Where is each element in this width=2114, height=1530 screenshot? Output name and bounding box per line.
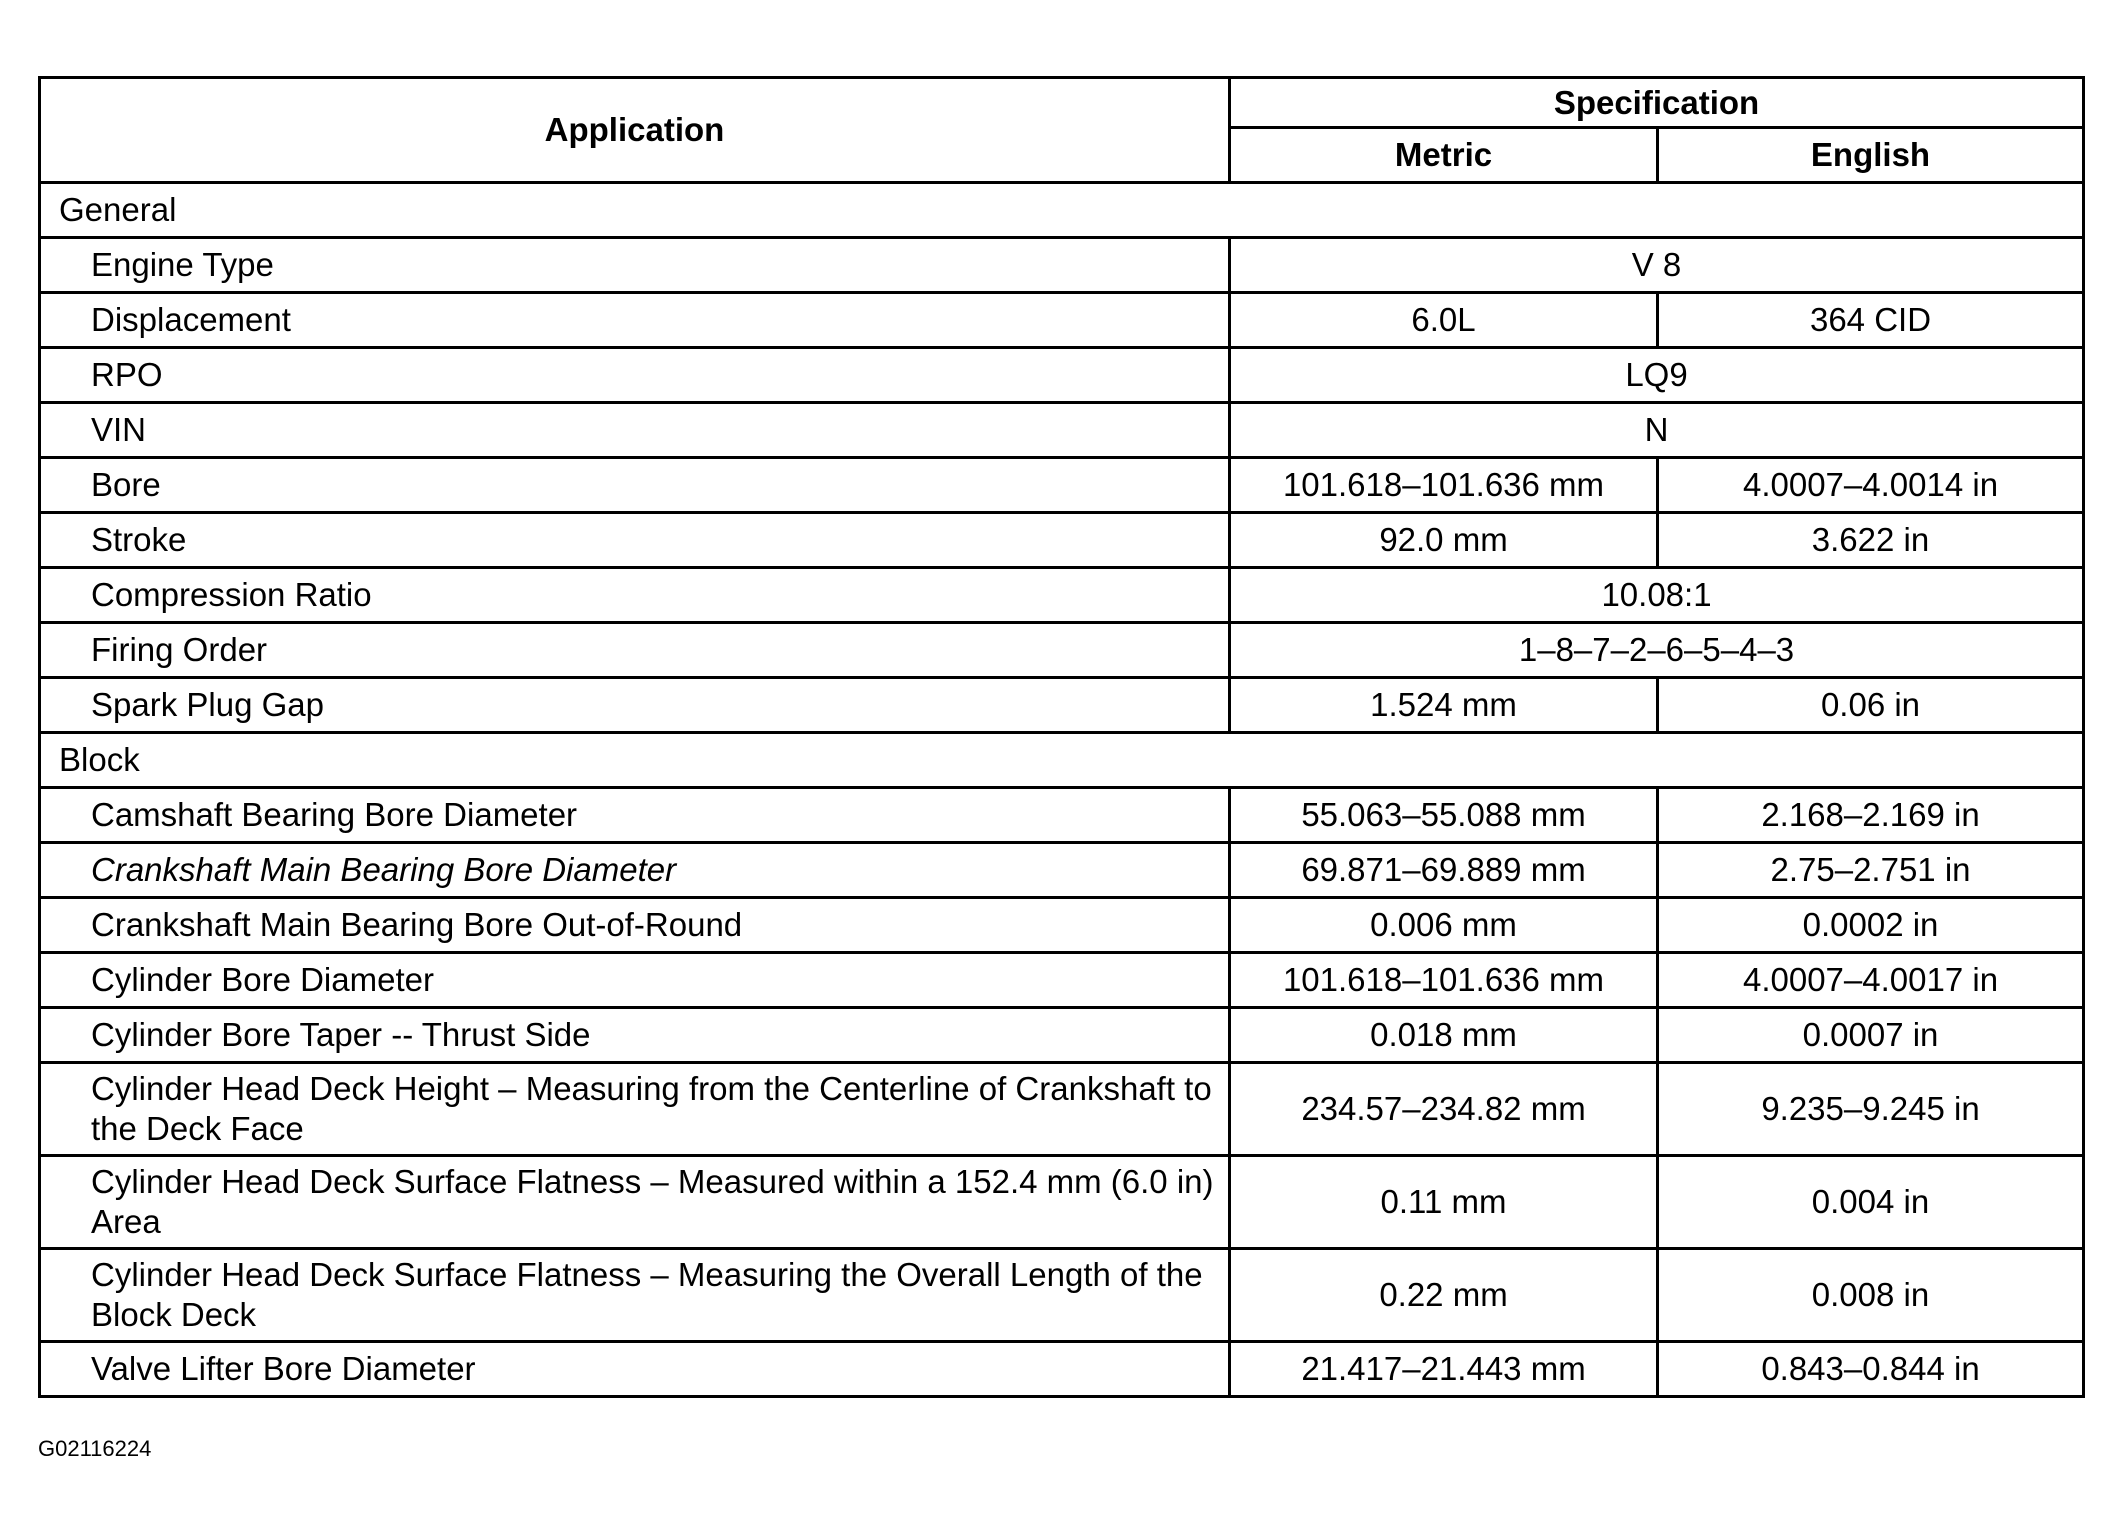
- combined-value-cell: N: [1230, 403, 2084, 458]
- combined-value-cell: V 8: [1230, 238, 2084, 293]
- metric-value-cell: 0.018 mm: [1230, 1008, 1658, 1063]
- english-header: English: [1658, 128, 2084, 183]
- english-value-cell: 9.235–9.245 in: [1658, 1063, 2084, 1156]
- application-cell: Displacement: [40, 293, 1230, 348]
- application-cell: Cylinder Head Deck Height – Measuring from the Centerline of Crankshaft to the Deck Face: [40, 1063, 1230, 1156]
- application-cell: Valve Lifter Bore Diameter: [40, 1342, 1230, 1397]
- section-title: Block: [40, 733, 2084, 788]
- engine-spec-table: [38, 76, 2085, 1398]
- table-row: [40, 1156, 2084, 1249]
- metric-value-cell: 55.063–55.088 mm: [1230, 788, 1658, 843]
- table-row: [40, 1249, 2084, 1342]
- table-row: [40, 898, 2084, 953]
- table-row: [40, 788, 2084, 843]
- metric-value-cell: 0.22 mm: [1230, 1249, 1658, 1342]
- table-row: [40, 843, 2084, 898]
- figure-id: G02116224: [38, 1436, 152, 1461]
- application-cell: VIN: [40, 403, 1230, 458]
- metric-value-cell: 1.524 mm: [1230, 678, 1658, 733]
- application-cell: Firing Order: [40, 623, 1230, 678]
- metric-header: Metric: [1230, 128, 1658, 183]
- table-row: [40, 953, 2084, 1008]
- english-value-cell: 0.008 in: [1658, 1249, 2084, 1342]
- english-value-cell: 0.843–0.844 in: [1658, 1342, 2084, 1397]
- application-cell: Camshaft Bearing Bore Diameter: [40, 788, 1230, 843]
- application-cell: Cylinder Head Deck Surface Flatness – Measured within a 152.4 mm (6.0 in) Area: [40, 1156, 1230, 1249]
- section-row: [40, 733, 2084, 788]
- application-cell: Spark Plug Gap: [40, 678, 1230, 733]
- english-value-cell: 2.75–2.751 in: [1658, 843, 2084, 898]
- metric-value-cell: 69.871–69.889 mm: [1230, 843, 1658, 898]
- metric-value-cell: 0.006 mm: [1230, 898, 1658, 953]
- table-row: [40, 513, 2084, 568]
- application-cell: Crankshaft Main Bearing Bore Diameter: [40, 843, 1230, 898]
- english-value-cell: 0.0007 in: [1658, 1008, 2084, 1063]
- table-row: [40, 293, 2084, 348]
- table-row: [40, 403, 2084, 458]
- table-row: [40, 1342, 2084, 1397]
- english-value-cell: 0.0002 in: [1658, 898, 2084, 953]
- metric-value-cell: 21.417–21.443 mm: [1230, 1342, 1658, 1397]
- combined-value-cell: 1–8–7–2–6–5–4–3: [1230, 623, 2084, 678]
- application-cell: Compression Ratio: [40, 568, 1230, 623]
- metric-value-cell: 0.11 mm: [1230, 1156, 1658, 1249]
- table-row: [40, 678, 2084, 733]
- metric-value-cell: 101.618–101.636 mm: [1230, 458, 1658, 513]
- metric-value-cell: 101.618–101.636 mm: [1230, 953, 1658, 1008]
- application-cell: Engine Type: [40, 238, 1230, 293]
- table-header: [40, 78, 2084, 183]
- table-row: [40, 1008, 2084, 1063]
- specification-header: Specification: [1230, 78, 2084, 128]
- combined-value-cell: 10.08:1: [1230, 568, 2084, 623]
- english-value-cell: 4.0007–4.0014 in: [1658, 458, 2084, 513]
- combined-value-cell: LQ9: [1230, 348, 2084, 403]
- english-value-cell: 364 CID: [1658, 293, 2084, 348]
- table-body: [40, 183, 2084, 1397]
- english-value-cell: 3.622 in: [1658, 513, 2084, 568]
- english-value-cell: 2.168–2.169 in: [1658, 788, 2084, 843]
- metric-value-cell: 92.0 mm: [1230, 513, 1658, 568]
- section-title: General: [40, 183, 2084, 238]
- english-value-cell: 0.06 in: [1658, 678, 2084, 733]
- metric-value-cell: 234.57–234.82 mm: [1230, 1063, 1658, 1156]
- application-cell: RPO: [40, 348, 1230, 403]
- section-row: [40, 183, 2084, 238]
- application-cell: Cylinder Head Deck Surface Flatness – Measuring the Overall Length of the Block Deck: [40, 1249, 1230, 1342]
- application-header: Application: [40, 78, 1230, 183]
- table-row: [40, 458, 2084, 513]
- metric-value-cell: 6.0L: [1230, 293, 1658, 348]
- table-row: [40, 623, 2084, 678]
- table-row: [40, 348, 2084, 403]
- application-cell: Crankshaft Main Bearing Bore Out-of-Round: [40, 898, 1230, 953]
- application-cell: Cylinder Bore Diameter: [40, 953, 1230, 1008]
- table-row: [40, 568, 2084, 623]
- table-row: [40, 1063, 2084, 1156]
- table-row: [40, 238, 2084, 293]
- application-cell: Stroke: [40, 513, 1230, 568]
- english-value-cell: 0.004 in: [1658, 1156, 2084, 1249]
- english-value-cell: 4.0007–4.0017 in: [1658, 953, 2084, 1008]
- application-cell: Cylinder Bore Taper -- Thrust Side: [40, 1008, 1230, 1063]
- application-cell: Bore: [40, 458, 1230, 513]
